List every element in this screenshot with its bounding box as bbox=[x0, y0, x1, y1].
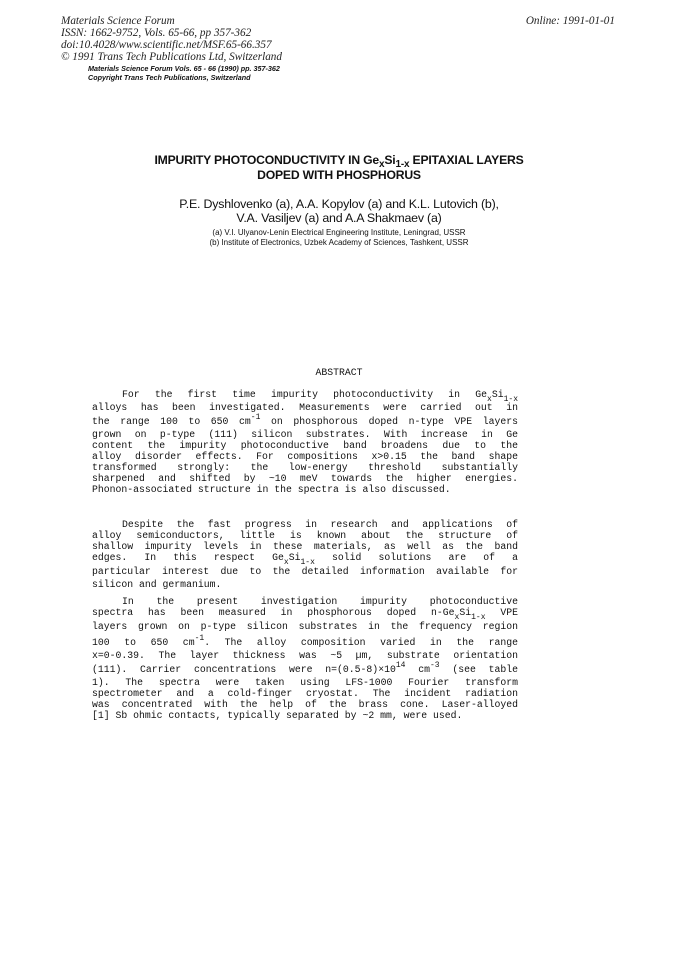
authors-line-1: P.E. Dyshlovenko (a), A.A. Kopylov (a) and K.L. Lutovich (b), bbox=[179, 197, 499, 211]
body-line: spectra has been measured in phosphorous doped $n-Ge_xSi_{1-x}$ VPE bbox=[92, 607, 518, 622]
body-paragraph-2 bbox=[92, 596, 518, 721]
stamp-copyright: Copyright Trans Tech Publications, Switzerland bbox=[88, 73, 251, 82]
body-line: alloy semiconductors, little is known about the structure of bbox=[92, 530, 518, 541]
affiliation-a: (a) V.I. Ulyanov-Lenin Electrical Engineering Institute, Leningrad, USSR bbox=[212, 228, 466, 237]
body-line: 1). The spectra were taken using LFS-1000 Fourier transform bbox=[92, 677, 518, 688]
body-line: silicon and germanium. bbox=[92, 579, 222, 590]
publication-metadata bbox=[61, 15, 282, 63]
body-line: (111). Carrier concentrations were $n=(0.5-8)\times 10^{14}$ $cm^{-3}$ (see table bbox=[92, 661, 518, 675]
body-line: Despite the fast progress in research and applications of bbox=[122, 519, 518, 530]
body-line: In the present investigation impurity photoconductive bbox=[122, 596, 518, 607]
authors-line-2: V.A. Vasiljev (a) and A.A Shakmaev (a) bbox=[236, 211, 442, 225]
body-line: x=0-0.39. The layer thickness was ~5 µm, substrate orientation bbox=[92, 650, 518, 661]
abstract-heading: ABSTRACT bbox=[315, 367, 363, 378]
abstract-line: alloys has been investigated. Measurements were carried out in bbox=[92, 402, 518, 413]
abstract-line: alloy disorder effects. For compositions x>0.15 the band shape bbox=[92, 451, 518, 462]
online-date: Online: 1991-01-01 bbox=[525, 15, 615, 27]
body-paragraph-1 bbox=[92, 519, 518, 590]
abstract-line: Phonon-associated structure in the spectra is also discussed. bbox=[92, 484, 451, 495]
title-line-2: DOPED WITH PHOSPHORUS bbox=[257, 168, 421, 182]
abstract-line: sharpened and shifted by ~10 meV towards the higher energies. bbox=[92, 473, 518, 484]
copyright-line: © 1991 Trans Tech Publications Ltd, Switzerland bbox=[61, 51, 282, 63]
original-publication-stamp bbox=[88, 64, 280, 82]
body-line: shallow impurity levels in these materials, as well as the band bbox=[92, 541, 518, 552]
abstract-line: the range 100 to 650 $cm^{-1}$ on phosphorous doped n-type VPE layers bbox=[92, 413, 518, 427]
issn-line: ISSN: 1662-9752, Vols. 65-66, pp 357-362 bbox=[61, 27, 252, 39]
affiliation-b: (b) Institute of Electronics, Uzbek Academy of Sciences, Tashkent, USSR bbox=[209, 238, 469, 247]
abstract-line: grown on p-type (111) silicon substrates. With increase in Ge bbox=[92, 429, 518, 440]
body-line: spectrometer and a cold-finger cryostat. The incident radiation bbox=[92, 688, 518, 699]
stamp-citation: Materials Science Forum Vols. 65 - 66 (1990) pp. 357-362 bbox=[88, 64, 280, 73]
affiliations bbox=[70, 228, 608, 248]
body-line: edges. In this respect $Ge_xSi_{1-x}$ solid solutions are of a bbox=[92, 552, 518, 567]
body-line: was concentrated with the help of the brass cone. Laser-alloyed bbox=[92, 699, 518, 710]
paper-title bbox=[70, 153, 608, 183]
title-line-1: IMPURITY PHOTOCONDUCTIVITY IN $Ge_xSi_{1-x}$ EPITAXIAL LAYERS bbox=[154, 153, 524, 170]
body-line: [1] Sb ohmic contacts, typically separated by ~2 mm, were used. bbox=[92, 710, 463, 721]
abstract-line: For the first time impurity photoconductivity in $Ge_xSi_{1-x}$ bbox=[122, 389, 518, 404]
body-line: layers grown on p-type silicon substrates in the frequency region bbox=[92, 621, 518, 632]
body-line: particular interest due to the detailed information available for bbox=[92, 566, 518, 577]
author-list bbox=[70, 197, 608, 225]
abstract-body bbox=[92, 386, 518, 495]
journal-name: Materials Science Forum bbox=[61, 15, 175, 27]
abstract-line: content the impurity photoconductive band broadens due to the bbox=[92, 440, 518, 451]
doi-link[interactable]: doi:10.4028/www.scientific.net/MSF.65-66.357 bbox=[61, 39, 272, 51]
body-line: 100 to 650 $cm^{-1}$. The alloy composition varied in the range bbox=[92, 634, 518, 648]
abstract-line: transformed strongly: the low-energy threshold substantially bbox=[92, 462, 518, 473]
